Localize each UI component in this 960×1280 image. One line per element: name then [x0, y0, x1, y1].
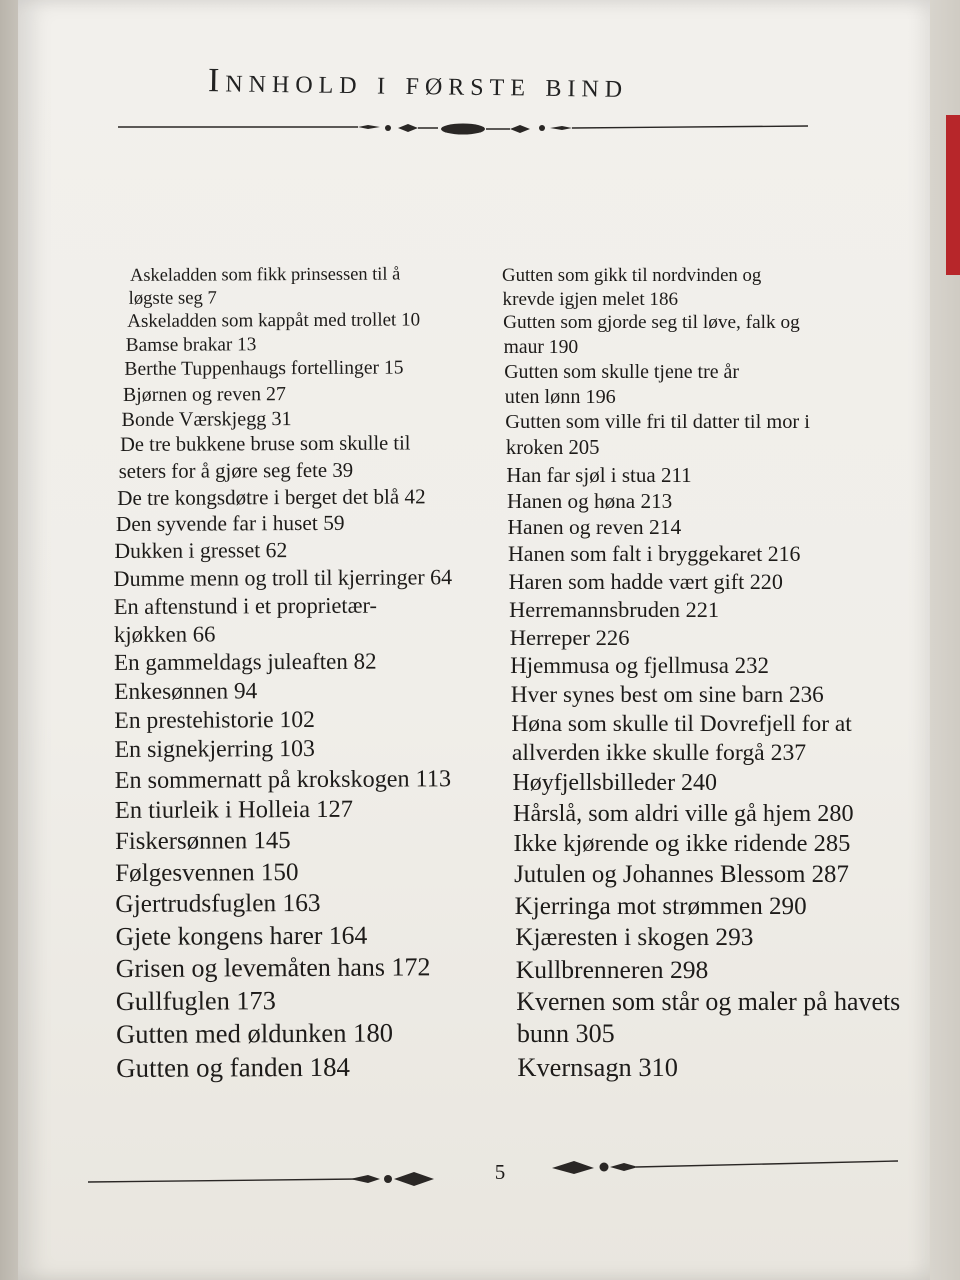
toc-entry [484, 922, 904, 954]
toc-entry-line: Hver synes best om sine barn 236 [510, 681, 824, 708]
toc-entry-line: Enkesønnen 94 [114, 677, 258, 705]
toc-entry-line: Bonde Værskjegg 31 [121, 407, 292, 431]
toc-entry-line: løgste seg 7 [128, 287, 217, 309]
toc-entry-line: seters for å gjøre seg fete 39 [118, 458, 354, 483]
toc-entry-line: Hanen og høna 213 [506, 488, 673, 513]
toc-entry [113, 406, 513, 433]
toc-entry-line: Høyfjellsbilleder 240 [512, 769, 718, 796]
toc-entry-line: Fiskersønnen 145 [114, 826, 291, 855]
toc-entry-line: Ikke kjørende og ikke ridende 285 [513, 829, 851, 857]
toc-entry-line: Kvernen som står og maler på havets [516, 986, 901, 1016]
toc-entry [115, 794, 515, 827]
toc-entry [112, 356, 512, 383]
toc-entry-line: Haren som hadde vært gift 220 [508, 569, 783, 595]
toc-entry [484, 462, 904, 488]
toc-entry-line: Hårslå, som aldri ville gå hjem 280 [513, 799, 854, 827]
toc-entry [115, 856, 515, 889]
toc-entry [116, 983, 516, 1018]
toc-entry-line: En tiurleik i Holleia 127 [114, 795, 354, 825]
toc-entry-line: Gutten og fanden 184 [116, 1051, 351, 1083]
toc-entry [113, 509, 513, 538]
toc-entry-line: Gutten som gjorde seg til løve, falk og [503, 312, 800, 334]
toc-entry [484, 568, 904, 596]
toc-entry-line: kroken 205 [505, 436, 600, 459]
toc-entry-line: Herremannsbruden 221 [509, 597, 720, 623]
toc-entry [116, 1016, 516, 1051]
toc-entry-line: Gutten med øldunken 180 [115, 1017, 394, 1050]
toc-entry-line: Gutten som skulle tjene tre år [504, 361, 739, 384]
toc-entry-line: De tre kongsdøtre i berget det blå 42 [117, 484, 426, 510]
toc-entry [115, 825, 515, 858]
toc-entry-line: Gjertrudsfuglen 163 [115, 889, 321, 919]
toc-entry [114, 563, 514, 593]
toc-entry-line: krevde igjen melet 186 [502, 288, 679, 310]
toc-entry [484, 860, 904, 891]
toc-entry [113, 536, 513, 565]
toc-entry-line: En signekjerring 103 [114, 736, 316, 764]
red-book-edge [946, 115, 960, 275]
footer-ornament-left [88, 1168, 448, 1192]
toc-entry [114, 591, 514, 649]
toc-entry [114, 676, 514, 707]
toc-entry-line: Hanen og reven 214 [507, 515, 682, 540]
toc-entry [484, 769, 904, 799]
toc-entry-line: En prestehistorie 102 [114, 706, 315, 734]
toc-entry [484, 1051, 904, 1084]
toc-entry-line: En gammeldags juleaften 82 [114, 648, 377, 675]
toc-entry-line: Kullbrenneren 298 [515, 954, 709, 984]
toc-entry-line: Grisen og levemåten hans 172 [115, 952, 431, 983]
toc-entry [114, 705, 514, 737]
toc-right-column [484, 264, 904, 1084]
page-number: 5 [494, 1160, 506, 1184]
toc-entry [112, 308, 512, 334]
toc-entry [112, 332, 512, 358]
toc-entry-line: Herreper 226 [509, 624, 630, 650]
toc-entry-line: En sommernatt på krokskogen 113 [114, 765, 452, 794]
toc-entry-line: Den syvende far i huset 59 [115, 510, 345, 537]
toc-entry [115, 887, 515, 921]
toc-entry-line: Askeladden som fikk prinsessen til å [130, 263, 401, 285]
toc-entry [484, 829, 904, 860]
toc-entry-line: Dumme menn og troll til kjerringer 64 [113, 564, 453, 592]
toc-left-column [112, 262, 516, 1085]
toc-entry [484, 954, 904, 986]
toc-entry-line: Kjæresten i skogen 293 [515, 922, 754, 951]
toc-entry-line: Hjemmusa og fjellmusa 232 [510, 653, 769, 679]
toc-entry-line: En aftenstund i et proprietær- [113, 592, 378, 619]
toc-entry-line: Gutten som gikk til nordvinden og [502, 265, 762, 286]
toc-entry [113, 431, 513, 485]
toc-entry-line: Dukken i gresset 62 [114, 537, 288, 563]
title-ornament [118, 118, 808, 140]
toc-entry [112, 262, 512, 310]
toc-entry [484, 710, 904, 769]
toc-entry-line: Kjerringa mot strømmen 290 [514, 892, 807, 920]
book-page [18, 0, 930, 1280]
toc-entry [484, 652, 904, 681]
toc-entry [116, 1050, 516, 1086]
toc-entry [114, 647, 514, 678]
toc-entry [484, 488, 904, 515]
toc-entry [484, 596, 904, 624]
toc-entry-line: uten lønn 196 [504, 385, 616, 408]
toc-entry [113, 381, 513, 408]
toc-entry [484, 891, 904, 922]
toc-entry-line: Følgesvennen 150 [115, 858, 299, 887]
toc-entry [484, 799, 904, 829]
toc-entry [115, 919, 515, 953]
page-title: Innhold i første bind [207, 62, 629, 105]
toc-entry [484, 360, 904, 410]
toc-entry [115, 764, 515, 796]
toc-entry [116, 951, 516, 986]
toc-entry-line: Han far sjøl i stua 211 [506, 462, 692, 487]
toc-entry-line: Bjørnen og reven 27 [122, 382, 286, 406]
toc-entry [484, 541, 904, 568]
toc-entry [484, 311, 904, 360]
toc-entry-line: bunn 305 [516, 1018, 615, 1048]
toc-entry [484, 410, 904, 461]
toc-entry-line: De tre bukkene bruse som skulle til [120, 432, 411, 456]
toc-entry-line: Bamse brakar 13 [125, 334, 257, 357]
toc-entry-line: Gutten som ville fri til datter til mor i [505, 411, 810, 434]
toc-entry [114, 734, 514, 766]
footer-ornament-right [548, 1152, 908, 1178]
toc-entry-line: kjøkken 66 [113, 621, 216, 647]
toc-entry [484, 264, 904, 311]
toc-entry-line: Hanen som falt i bryggekaret 216 [508, 542, 801, 567]
toc-entry-line: Askeladden som kappåt med trollet 10 [127, 309, 421, 333]
toc-entry-line: Gjete kongens harer 164 [115, 920, 368, 951]
toc-entry-line: Gullfuglen 173 [115, 985, 276, 1016]
toc-entry [484, 514, 904, 541]
toc-entry [113, 483, 513, 512]
toc-entry-line: Høna som skulle til Dovrefjell for at [511, 710, 852, 737]
toc-entry-line: Kvernsagn 310 [517, 1051, 678, 1082]
toc-entry [484, 986, 904, 1051]
toc-entry-line: maur 190 [503, 336, 579, 358]
toc-entry-line: Berthe Tuppenhaugs fortellinger 15 [124, 357, 404, 381]
toc-entry-line: Jutulen og Johannes Blessom 287 [514, 860, 849, 888]
toc-entry [484, 624, 904, 652]
toc-entry [484, 681, 904, 710]
toc-entry-line: allverden ikke skulle forgå 237 [511, 740, 807, 767]
